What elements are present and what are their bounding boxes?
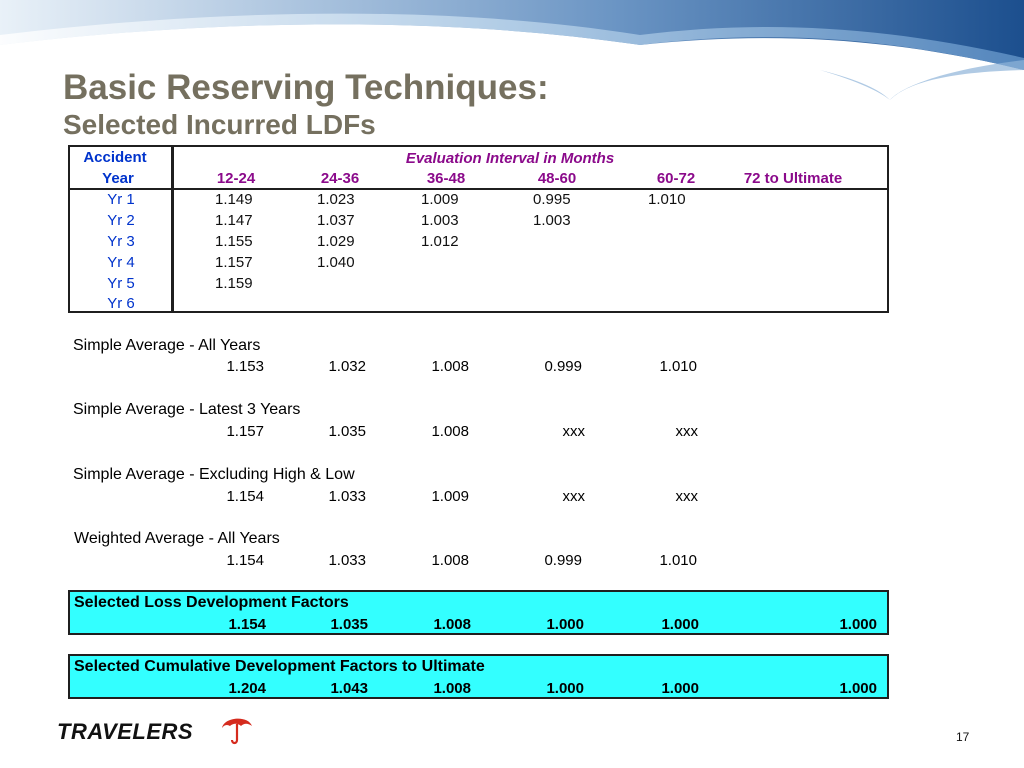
average-value: 1.157 <box>226 423 264 440</box>
selected-cdf-value: 1.008 <box>433 680 471 697</box>
ldf-cell: 1.147 <box>215 212 253 229</box>
selected-cdf-value: 1.000 <box>661 680 699 697</box>
average-value: 1.008 <box>431 552 469 569</box>
ldf-cell: 1.037 <box>317 212 355 229</box>
average-value: xxx <box>675 423 698 440</box>
ldf-cell: 1.012 <box>421 233 459 250</box>
average-value: xxx <box>562 423 585 440</box>
ldf-cell: 1.149 <box>215 191 253 208</box>
selected-ldf-value: 1.008 <box>433 616 471 633</box>
column-divider <box>171 147 174 311</box>
selected-cdf-value: 1.043 <box>330 680 368 697</box>
ldf-cell: 1.023 <box>317 191 355 208</box>
average-value: 1.033 <box>328 488 366 505</box>
average-value: 1.008 <box>431 358 469 375</box>
average-value: 1.032 <box>328 358 366 375</box>
header-divider <box>70 188 887 190</box>
travelers-logo-text: TRAVELERS <box>57 719 194 744</box>
average-value: 1.154 <box>226 552 264 569</box>
average-value: 0.999 <box>544 358 582 375</box>
page-number: 17 <box>956 730 970 744</box>
col-header-60-72: 60-72 <box>656 170 696 187</box>
slide-title: Basic Reserving Techniques: <box>63 68 549 107</box>
ldf-triangle-table <box>68 145 889 313</box>
col-header-36-48: 36-48 <box>426 170 466 187</box>
average-value: 1.010 <box>659 358 697 375</box>
average-label: Weighted Average - All Years <box>74 530 280 547</box>
ldf-cell: 1.009 <box>421 191 459 208</box>
accident-year-label: Yr 3 <box>107 233 135 250</box>
selected-ldf-value: 1.154 <box>228 616 266 633</box>
average-value: xxx <box>675 488 698 505</box>
average-value: 1.009 <box>431 488 469 505</box>
ldf-cell: 1.010 <box>648 191 686 208</box>
ldf-cell: 1.003 <box>533 212 571 229</box>
col-header-12-24: 12-24 <box>216 170 256 187</box>
selected-cdf-value: 1.000 <box>839 680 877 697</box>
selected-cdf-box <box>68 654 889 699</box>
ldf-cell: 1.159 <box>215 275 253 292</box>
ldf-cell: 1.155 <box>215 233 253 250</box>
average-value: 1.010 <box>659 552 697 569</box>
average-value: 1.033 <box>328 552 366 569</box>
accident-year-header-line1: Accident <box>83 149 147 166</box>
accident-year-header-line2: Year <box>102 170 134 187</box>
accident-year-label: Yr 5 <box>107 275 135 292</box>
average-value: xxx <box>562 488 585 505</box>
accident-year-label: Yr 4 <box>107 254 135 271</box>
selected-ldf-value: 1.000 <box>661 616 699 633</box>
average-label: Simple Average - Latest 3 Years <box>73 401 301 418</box>
ldf-cell: 1.003 <box>421 212 459 229</box>
selected-cdf-label: Selected Cumulative Development Factors to Ultimate <box>74 658 485 675</box>
col-header-24-36: 24-36 <box>320 170 360 187</box>
evaluation-interval-header: Evaluation Interval in Months <box>405 150 615 167</box>
average-label: Simple Average - All Years <box>73 337 261 354</box>
selected-ldf-value: 1.000 <box>546 616 584 633</box>
average-value: 1.154 <box>226 488 264 505</box>
average-value: 1.153 <box>226 358 264 375</box>
slide-subtitle: Selected Incurred LDFs <box>63 109 376 140</box>
average-value: 1.035 <box>328 423 366 440</box>
selected-cdf-value: 1.204 <box>228 680 266 697</box>
selected-cdf-value: 1.000 <box>546 680 584 697</box>
ldf-cell: 1.040 <box>317 254 355 271</box>
accident-year-label: Yr 1 <box>107 191 135 208</box>
ldf-cell: 0.995 <box>533 191 571 208</box>
average-label: Simple Average - Excluding High & Low <box>73 466 355 483</box>
ldf-cell: 1.157 <box>215 254 253 271</box>
average-value: 0.999 <box>544 552 582 569</box>
average-value: 1.008 <box>431 423 469 440</box>
selected-ldf-value: 1.035 <box>330 616 368 633</box>
accident-year-label: Yr 6 <box>107 295 135 312</box>
col-header-72-ult: 72 to Ultimate <box>743 170 843 187</box>
col-header-48-60: 48-60 <box>537 170 577 187</box>
ldf-cell: 1.029 <box>317 233 355 250</box>
accident-year-label: Yr 2 <box>107 212 135 229</box>
selected-ldf-box <box>68 590 889 635</box>
selected-ldf-value: 1.000 <box>839 616 877 633</box>
selected-ldf-label: Selected Loss Development Factors <box>74 594 349 611</box>
umbrella-icon <box>219 712 255 748</box>
